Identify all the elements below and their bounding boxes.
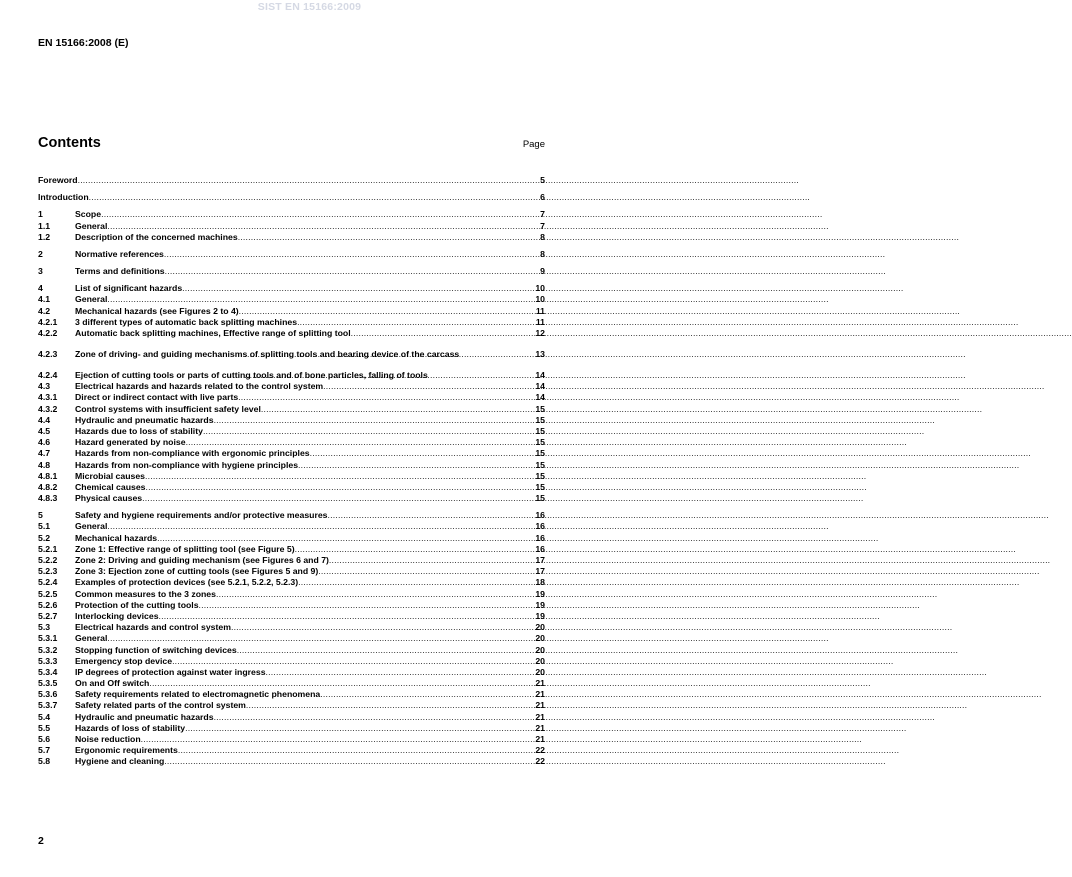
toc-entry-title: Zone of driving- and guiding mechanisms of splitting tools and bearing device of the carcass: [75, 349, 460, 360]
toc-entry[interactable]: [38, 306, 545, 317]
toc-entry-page: 17: [535, 555, 545, 566]
toc-entry-number: 5.7: [38, 745, 51, 756]
toc-entry-number: 4.2.2: [38, 328, 58, 339]
toc-entry-page: 11: [535, 316, 545, 327]
toc-entry-number: 1: [38, 209, 43, 220]
toc-entry-number: 5.2: [38, 532, 51, 543]
dot-leader: [78, 175, 541, 186]
toc-entry[interactable]: [38, 667, 545, 678]
toc-entry-number: 5.3.7: [38, 700, 58, 711]
toc-entry[interactable]: [38, 283, 545, 294]
toc-entry-page: 6: [540, 192, 545, 203]
toc-entry-number: 4.2: [38, 305, 51, 316]
toc-entry[interactable]: [38, 734, 545, 745]
dot-leader: [146, 482, 536, 493]
toc-entry-page: 16: [535, 510, 545, 521]
toc-entry-page: 7: [540, 209, 545, 220]
toc-entry-title: Hazards from non-compliance with ergonomic principles: [75, 448, 310, 459]
toc-entry-page: 15: [535, 493, 545, 504]
dot-leader: [178, 745, 536, 756]
toc-entry-number: 5.2.5: [38, 588, 58, 599]
toc-entry-page: 21: [535, 689, 545, 700]
toc-entry-number: 4.8.3: [38, 493, 58, 504]
toc-entry[interactable]: [38, 448, 545, 459]
toc-entry[interactable]: [38, 381, 545, 392]
dot-leader: [295, 544, 536, 555]
dot-leader: [214, 415, 536, 426]
toc-entry[interactable]: [38, 175, 545, 186]
toc-entry-number: 4.8.1: [38, 470, 58, 481]
dot-leader: [149, 678, 535, 689]
toc-entry[interactable]: [38, 566, 545, 577]
toc-entry-page: 15: [535, 448, 545, 459]
toc-entry-title: Mechanical hazards: [75, 532, 158, 543]
dot-leader: [320, 689, 535, 700]
toc-entry-number: 4.7: [38, 448, 51, 459]
toc-entry-page: 18: [535, 577, 545, 588]
dot-leader: [323, 381, 535, 392]
dot-leader: [239, 306, 536, 317]
dot-leader: [199, 600, 536, 611]
toc-entry-number: 4.3.1: [38, 392, 58, 403]
toc-entry-title: Safety related parts of the control system: [75, 700, 246, 711]
dot-leader: [164, 249, 540, 260]
toc-entry-title: Control systems with insufficient safety level: [75, 403, 261, 414]
dot-leader: [238, 232, 540, 243]
table-of-contents: [38, 175, 545, 768]
toc-entry-title: Foreword: [38, 174, 78, 185]
toc-entry-page: 21: [535, 734, 545, 745]
toc-entry-title: General: [75, 633, 108, 644]
dot-leader: [172, 656, 535, 667]
toc-entry-title: Scope: [75, 209, 102, 220]
dot-leader: [142, 493, 535, 504]
toc-entry[interactable]: [38, 745, 545, 756]
toc-entry-number: 1.2: [38, 231, 51, 242]
dot-leader: [216, 589, 535, 600]
watermark: SIST EN 15166:2009: [257, 1, 362, 13]
dot-leader: [186, 437, 536, 448]
toc-entry-title: Description of the concerned machines: [75, 231, 238, 242]
dot-leader: [157, 533, 535, 544]
toc-entry[interactable]: [38, 533, 545, 544]
toc-entry-title: Hazards from non-compliance with hygiene principles: [75, 459, 299, 470]
toc-entry-page: 14: [535, 392, 545, 403]
toc-entry-page: 7: [540, 220, 545, 231]
toc-entry-page: 8: [540, 248, 545, 259]
toc-entry-title: General: [75, 294, 108, 305]
toc-entry-number: 5.3.2: [38, 644, 58, 655]
toc-entry-title: Ejection of cutting tools or parts of cutting tools and of bone particles, falling of tools: [75, 370, 428, 381]
dot-leader: [107, 633, 535, 644]
toc-entry-page: 15: [535, 437, 545, 448]
dot-leader: [145, 471, 535, 482]
toc-entry-title: Direct or indirect contact with live parts: [75, 392, 239, 403]
toc-entry-number: 5.3.3: [38, 655, 58, 666]
toc-entry-number: 4.6: [38, 437, 51, 448]
toc-entry[interactable]: [38, 360, 545, 381]
toc-entry-page: 14: [535, 370, 545, 381]
toc-entry-title: Hazards due to loss of stability: [75, 425, 203, 436]
toc-entry-page: 21: [535, 722, 545, 733]
toc-entry-number: 2: [38, 248, 43, 259]
toc-entry[interactable]: [38, 678, 545, 689]
toc-entry-number: 4.4: [38, 414, 51, 425]
page-title: Contents: [38, 135, 101, 151]
toc-entry-title: Protection of the cutting tools: [75, 599, 199, 610]
toc-entry-title: Noise reduction: [75, 734, 141, 745]
dot-leader: [107, 521, 535, 532]
document-id: EN 15166:2008 (E): [38, 37, 129, 49]
toc-entry-page: 16: [535, 521, 545, 532]
toc-entry[interactable]: [38, 701, 545, 712]
toc-entry-page: 13: [535, 349, 545, 360]
toc-entry-number: 5.6: [38, 734, 51, 745]
toc-entry-number: 4.3: [38, 381, 51, 392]
toc-entry-number: 5: [38, 510, 43, 521]
toc-entry-page: 8: [540, 231, 545, 242]
toc-entry-title: Physical causes: [75, 493, 143, 504]
toc-entry[interactable]: [38, 756, 545, 767]
toc-entry-number: 5.2.2: [38, 555, 58, 566]
toc-entry-title: Safety and hygiene requirements and/or protective measures: [75, 510, 328, 521]
toc-entry[interactable]: [38, 339, 545, 360]
toc-entry-page: 15: [535, 414, 545, 425]
toc-entry-page: 21: [535, 711, 545, 722]
toc-entry[interactable]: [38, 317, 545, 328]
toc-entry-number: 4.8: [38, 459, 51, 470]
toc-entry[interactable]: [38, 249, 545, 260]
toc-entry[interactable]: [38, 482, 545, 493]
toc-entry-page: 16: [535, 543, 545, 554]
toc-entry[interactable]: [38, 544, 545, 555]
toc-entry-number: 5.8: [38, 756, 51, 767]
dot-leader: [107, 221, 540, 232]
toc-entry-number: 4.2.3: [38, 349, 58, 360]
toc-entry-title: Interlocking devices: [75, 610, 159, 621]
toc-entry-title: Emergency stop device: [75, 655, 173, 666]
toc-entry-title: Electrical hazards and control system: [75, 622, 231, 633]
toc-entry-title: Stopping function of switching devices: [75, 644, 237, 655]
toc-entry-title: Electrical hazards and hazards related to the control system: [75, 381, 324, 392]
dot-leader: [246, 700, 535, 711]
dot-leader: [164, 756, 535, 767]
dot-leader: [244, 349, 535, 360]
toc-entry-page: 19: [535, 599, 545, 610]
dot-leader: [182, 283, 535, 294]
toc-entry-number: 5.2.1: [38, 543, 58, 554]
toc-entry-title: Hygiene and cleaning: [75, 756, 165, 767]
toc-entry-number: 4.5: [38, 425, 51, 436]
toc-entry-number: 4.2.4: [38, 370, 58, 381]
dot-leader: [237, 645, 536, 656]
toc-entry[interactable]: [38, 633, 545, 644]
toc-entry-page: 15: [535, 470, 545, 481]
toc-entry-page: 12: [535, 328, 545, 339]
toc-entry-number: 5.4: [38, 711, 51, 722]
dot-leader: [351, 328, 536, 339]
toc-entry-number: 5.2.6: [38, 599, 58, 610]
toc-entry[interactable]: [38, 404, 545, 415]
toc-entry-number: 5.2.7: [38, 610, 58, 621]
toc-entry-page: 17: [535, 566, 545, 577]
toc-entry-title: Terms and definitions: [75, 266, 165, 277]
toc-entry[interactable]: [38, 645, 545, 656]
toc-entry-page: 20: [535, 644, 545, 655]
toc-entry-number: 4.8.2: [38, 481, 58, 492]
toc-entry-title: Zone 3: Ejection zone of cutting tools (see Figures 5 and 9): [75, 566, 319, 577]
dot-leader: [185, 723, 535, 734]
toc-entry-page: 21: [535, 678, 545, 689]
toc-entry-title: Hydraulic and pneumatic hazards: [75, 711, 214, 722]
toc-entry-number: 5.2.4: [38, 577, 58, 588]
toc-entry-page: 10: [535, 283, 545, 294]
toc-entry-number: 5.3.4: [38, 666, 58, 677]
toc-entry[interactable]: [38, 209, 545, 220]
toc-entry-title: Ergonomic requirements: [75, 745, 178, 756]
toc-entry-number: 5.3.1: [38, 633, 58, 644]
toc-entry[interactable]: [38, 712, 545, 723]
dot-leader: [310, 448, 536, 459]
toc-entry[interactable]: [38, 232, 545, 243]
toc-entry[interactable]: [38, 622, 545, 633]
toc-entry-page: 21: [535, 700, 545, 711]
toc-entry-title: Introduction: [38, 192, 89, 203]
toc-entry-number: 5.2.3: [38, 566, 58, 577]
toc-entry-title: On and Off switch: [75, 678, 150, 689]
dot-leader: [101, 209, 540, 220]
toc-entry[interactable]: [38, 221, 545, 232]
toc-entry-page: 15: [535, 459, 545, 470]
toc-entry-title: IP degrees of protection against water ingress: [75, 666, 266, 677]
dot-leader: [89, 192, 540, 203]
toc-entry-page: 20: [535, 622, 545, 633]
toc-entry-page: 9: [540, 266, 545, 277]
toc-entry[interactable]: [38, 426, 545, 437]
toc-entry[interactable]: [38, 600, 545, 611]
toc-entry[interactable]: [38, 392, 545, 403]
toc-entry[interactable]: [38, 415, 545, 426]
toc-entry-page: 22: [535, 745, 545, 756]
toc-entry-page: 11: [535, 305, 545, 316]
toc-entry-title: Chemical causes: [75, 481, 146, 492]
toc-entry-title: Common measures to the 3 zones: [75, 588, 216, 599]
toc-entry-title: 3 different types of automatic back splitting machines: [75, 316, 298, 327]
toc-entry-page: 19: [535, 588, 545, 599]
page-column-label: Page: [522, 139, 545, 150]
toc-entry-title: Safety requirements related to electromagnetic phenomena: [75, 689, 321, 700]
toc-entry-number: 4.1: [38, 294, 51, 305]
toc-entry[interactable]: [38, 723, 545, 734]
toc-entry-page: 20: [535, 655, 545, 666]
toc-entry[interactable]: [38, 589, 545, 600]
dot-leader: [107, 294, 535, 305]
toc-entry[interactable]: [38, 522, 545, 533]
toc-entry-page: 20: [535, 666, 545, 677]
toc-entry-number: 4: [38, 283, 43, 294]
dot-leader: [261, 404, 535, 415]
toc-entry-title: Zone 2: Driving and guiding mechanism (see Figures 6 and 7): [75, 555, 329, 566]
dot-leader: [298, 577, 535, 588]
toc-entry-title: Zone 1: Effective range of splitting tool (see Figure 5): [75, 543, 295, 554]
toc-entry[interactable]: [38, 689, 545, 700]
dot-leader: [165, 266, 541, 277]
toc-entry-number: 3: [38, 266, 43, 277]
toc-entry-title: Automatic back splitting machines, Effective range of splitting tool: [75, 328, 351, 339]
toc-entry-number: 4.3.2: [38, 403, 58, 414]
toc-entry[interactable]: [38, 460, 545, 471]
toc-entry-page: 10: [535, 294, 545, 305]
toc-entry-page: 5: [540, 174, 545, 185]
toc-entry[interactable]: [38, 577, 545, 588]
toc-entry-title: Mechanical hazards (see Figures 2 to 4): [75, 305, 239, 316]
dot-leader: [203, 426, 535, 437]
toc-entry-number: 5.1: [38, 521, 51, 532]
toc-entry-number: 5.3: [38, 622, 51, 633]
dot-leader: [214, 712, 536, 723]
toc-entry[interactable]: [38, 510, 545, 521]
toc-entry[interactable]: [38, 471, 545, 482]
toc-entry-page: 22: [535, 756, 545, 767]
toc-entry-page: 15: [535, 425, 545, 436]
toc-entry-title: Normative references: [75, 248, 164, 259]
toc-entry-page: 20: [535, 633, 545, 644]
dot-leader: [141, 734, 536, 745]
toc-entry[interactable]: [38, 493, 545, 504]
toc-entry-title: Hydraulic and pneumatic hazards: [75, 414, 214, 425]
toc-entry-number: 4.2.1: [38, 316, 58, 327]
toc-entry-number: 1.1: [38, 220, 51, 231]
footer-page-number: 2: [38, 835, 44, 847]
toc-entry-title: General: [75, 220, 108, 231]
toc-entry-number: 5.5: [38, 722, 51, 733]
toc-entry-title: General: [75, 521, 108, 532]
dot-leader: [328, 510, 536, 521]
toc-entry-page: 15: [535, 481, 545, 492]
dot-leader: [318, 566, 535, 577]
toc-entry[interactable]: [38, 555, 545, 566]
toc-entry[interactable]: [38, 437, 545, 448]
toc-entry-number: 5.3.5: [38, 678, 58, 689]
toc-entry[interactable]: [38, 656, 545, 667]
toc-entry[interactable]: [38, 611, 545, 622]
toc-entry-title: Hazard generated by noise: [75, 437, 186, 448]
dot-leader: [244, 370, 535, 381]
toc-entry-title: Hazards of loss of stability: [75, 722, 186, 733]
toc-entry-title: List of significant hazards: [75, 283, 183, 294]
toc-entry-page: 19: [535, 610, 545, 621]
dot-leader: [298, 460, 535, 471]
toc-entry[interactable]: [38, 295, 545, 306]
toc-entry-title: Microbial causes: [75, 470, 146, 481]
toc-entry-title: Examples of protection devices (see 5.2.1, 5.2.2, 5.2.3): [75, 577, 299, 588]
dot-leader: [231, 622, 535, 633]
dot-leader: [266, 667, 536, 678]
dot-leader: [159, 611, 536, 622]
toc-entry-page: 14: [535, 381, 545, 392]
toc-entry[interactable]: [38, 328, 545, 339]
dot-leader: [329, 555, 535, 566]
dot-leader: [238, 392, 535, 403]
toc-entry-page: 16: [535, 532, 545, 543]
dot-leader: [297, 317, 536, 328]
toc-entry-number: 5.3.6: [38, 689, 58, 700]
toc-entry-page: 15: [535, 403, 545, 414]
toc-entry[interactable]: [38, 192, 545, 203]
toc-entry[interactable]: [38, 266, 545, 277]
